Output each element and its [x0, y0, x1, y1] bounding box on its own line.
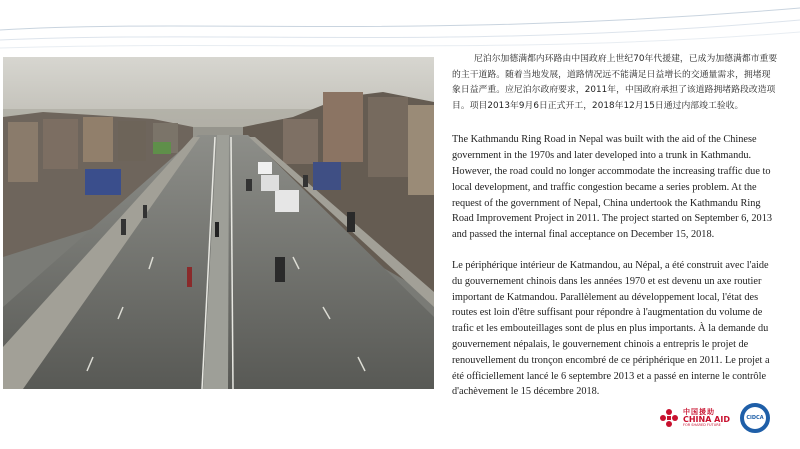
ring-road-photo [3, 57, 434, 389]
paragraph-chinese: 尼泊尔加德满都内环路由中国政府上世纪70年代援建，已成为加德满都市重要的主干道路。随着当地发展，道路情况远不能满足日益增长的交通量需求，拥堵现象日益严重。应尼泊尔政府要求，2011年，中国政府承担了该道路拥堵路段改造项目。项目2013年9月6日正式开工，2018年12月15日通过内部竣工验收。 [452, 54, 778, 111]
cidca-text: CIDCA [746, 415, 764, 421]
paragraph-french: Le périphérique intérieur de Katmandou, au Népal, a été construit avec l'aide du gouvernement chinois dans les années 1970 et est devenu un axe routier important de Katmandou. Parallèlement au développement local, l'état des routes est loin d'être suffisant pour répondre à l'augmentation du volume de trafic et les embouteillages sont de plus en plus importants. À la demande du gouvernement népalais, le gouvernement chinois a entrepris le projet de renouvellement du tronçon encombré de ce périphérique en 2011. Le projet a été officiellement lancé le 6 septembre 2013 et a passé en interne le contrôle d'achèvement le 15 décembre 2018. [452, 259, 770, 398]
china-aid-cn: 中国援助 [682, 407, 715, 416]
header-wave-decoration [0, 0, 800, 60]
paragraph-english: The Kathmandu Ring Road in Nepal was built with the aid of the Chinese government in the 1970s and later developed into a trunk in Kathmandu. However, the road could no longer accommodate the increasing traffic due to local development, and traffic congestion became a series problem. At the request of the government of Nepal, China undertook the Kathmandu Ring Road Improvement Project in 2011. The project started on September 6, 2013 and passed the internal final acceptance on December 15, 2018. [452, 134, 772, 241]
china-aid-logo [659, 408, 730, 428]
china-aid-en: CHINA AID [682, 414, 730, 424]
china-aid-emblem-icon [659, 408, 679, 428]
text-column [452, 52, 778, 400]
cidca-logo [740, 403, 770, 433]
china-aid-tagline: FOR SHARED FUTURE [682, 422, 721, 427]
footer-logos [659, 402, 770, 434]
